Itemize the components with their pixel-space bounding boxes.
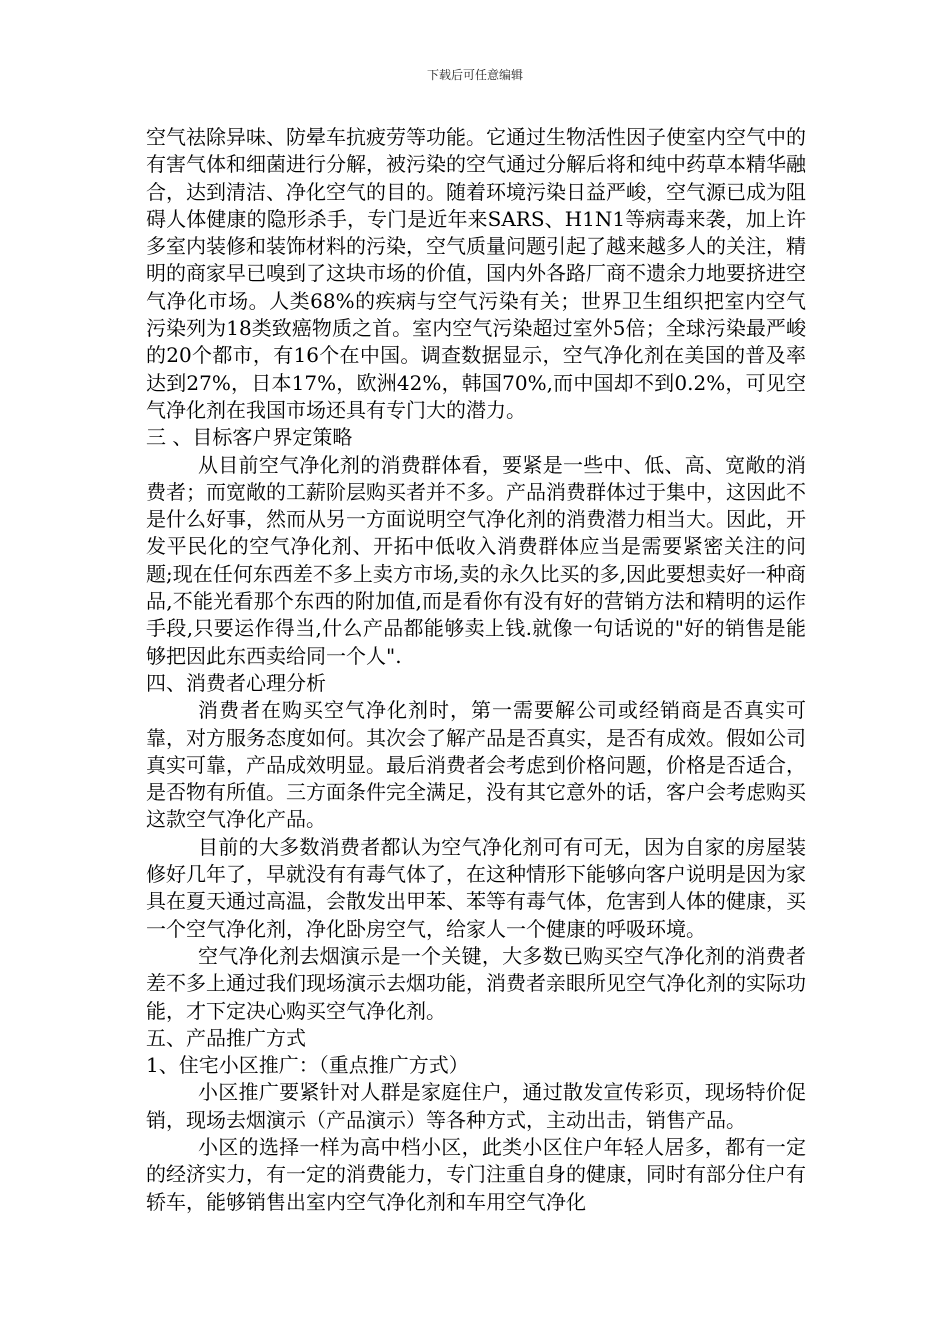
section-heading-target-customers: 三 、目标客户界定策略: [146, 425, 353, 450]
paragraph-residential-targets: 小区推广要紧针对人群是家庭住户，通过散发宣传彩页，现场特价促销，现场去烟演示（产品演示）等各种方式，主动出击，销售产品。: [146, 1080, 806, 1132]
page-header: 下载后可任意编辑: [426, 68, 523, 82]
paragraph-community-selection: 小区的选择一样为高中档小区，此类小区住户年轻人居多，都有一定的经济实力，有一定的消费能力，专门注重自身的健康，同时有部分住户有轿车，能够销售出室内空气净化剂和车用空气净化: [146, 1134, 806, 1214]
paragraph-consumer-beliefs: 目前的大多数消费者都认为空气净化剂可有可无，因为自家的房屋装修好几年了，早就没有有毒气体了，在这种情形下能够向客户说明是因为家具在夏天通过高温，会散发出甲苯、苯等有毒气体，危害到人体的健康，买一个空气净化剂，净化卧房空气，给家人一个健康的呼吸环境。: [146, 834, 806, 941]
document-body: [146, 124, 806, 1216]
paragraph-smoke-demo: 空气净化剂去烟演示是一个关键，大多数已购买空气净化剂的消费者差不多上通过我们现场演示去烟功能，消费者亲眼所见空气净化剂的实际功能，才下定决心购买空气净化剂。: [146, 943, 806, 1023]
paragraph-target-customers: 从目前空气净化剂的消费群体看，要紧是一些中、低、高、宽敞的消费者；而宽敞的工薪阶层购买者并不多。产品消费群体过于集中，这因此不是什么好事，然而从另一方面说明空气净化剂的消费潜力相当大。因此，开发平民化的空气净化剂、开拓中低收入消费群体应当是需要紧密关注的问题;现在任何东西差不多上卖方市场,卖的永久比买的多,因此要想卖好一种商品,不能光看那个东西的附加值,而是看你有没有好的营销方法和精明的运作手段,只要运作得当,什么产品都能够卖上钱.就像一句话说的"好的销售是能够把因此东西卖给同一个人".: [146, 452, 806, 668]
section-heading-promotion: 五、产品推广方式: [146, 1025, 306, 1050]
subheading-residential-promotion: 1、住宅小区推广：（重点推广方式）: [146, 1053, 469, 1078]
section-heading-consumer-psychology: 四、消费者心理分析: [146, 670, 326, 695]
paragraph-intro-continued: 空气祛除异味、防晕车抗疲劳等功能。它通过生物活性因子使室内空气中的有害气体和细菌进行分解，被污染的空气通过分解后将和纯中药草本精华融合，达到清洁、净化空气的目的。随着环境污染日益严峻，空气源已成为阻碍人体健康的隐形杀手，专门是近年来SARS、H1N1等病毒来袭，加上许多室内装修和装饰材料的污染，空气质量问题引起了越来越多人的关注，精明的商家早已嗅到了这块市场的价值，国内外各路厂商不遗余力地要挤进空气净化市场。人类68%的疾病与空气污染有关；世界卫生组织把室内空气污染列为18类致癌物质之首。室内空气污染超过室外5倍；全球污染最严峻的20个都市，有16个在中国。调查数据显示，空气净化剂在美国的普及率达到27%，日本17%，欧洲42%，韩国70%,而中国却不到0.2%，可见空气净化剂在我国市场还具有专门大的潜力。: [146, 125, 806, 422]
paragraph-consumer-concerns: 消费者在购买空气净化剂时，第一需要解公司或经销商是否真实可靠，对方服务态度如何。其次会了解产品是否真实，是否有成效。假如公司真实可靠，产品成效明显。最后消费者会考虑到价格问题，价格是否适合，是否物有所值。三方面条件完全满足，没有其它意外的话，客户会考虑购买这款空气净化产品。: [146, 698, 806, 832]
